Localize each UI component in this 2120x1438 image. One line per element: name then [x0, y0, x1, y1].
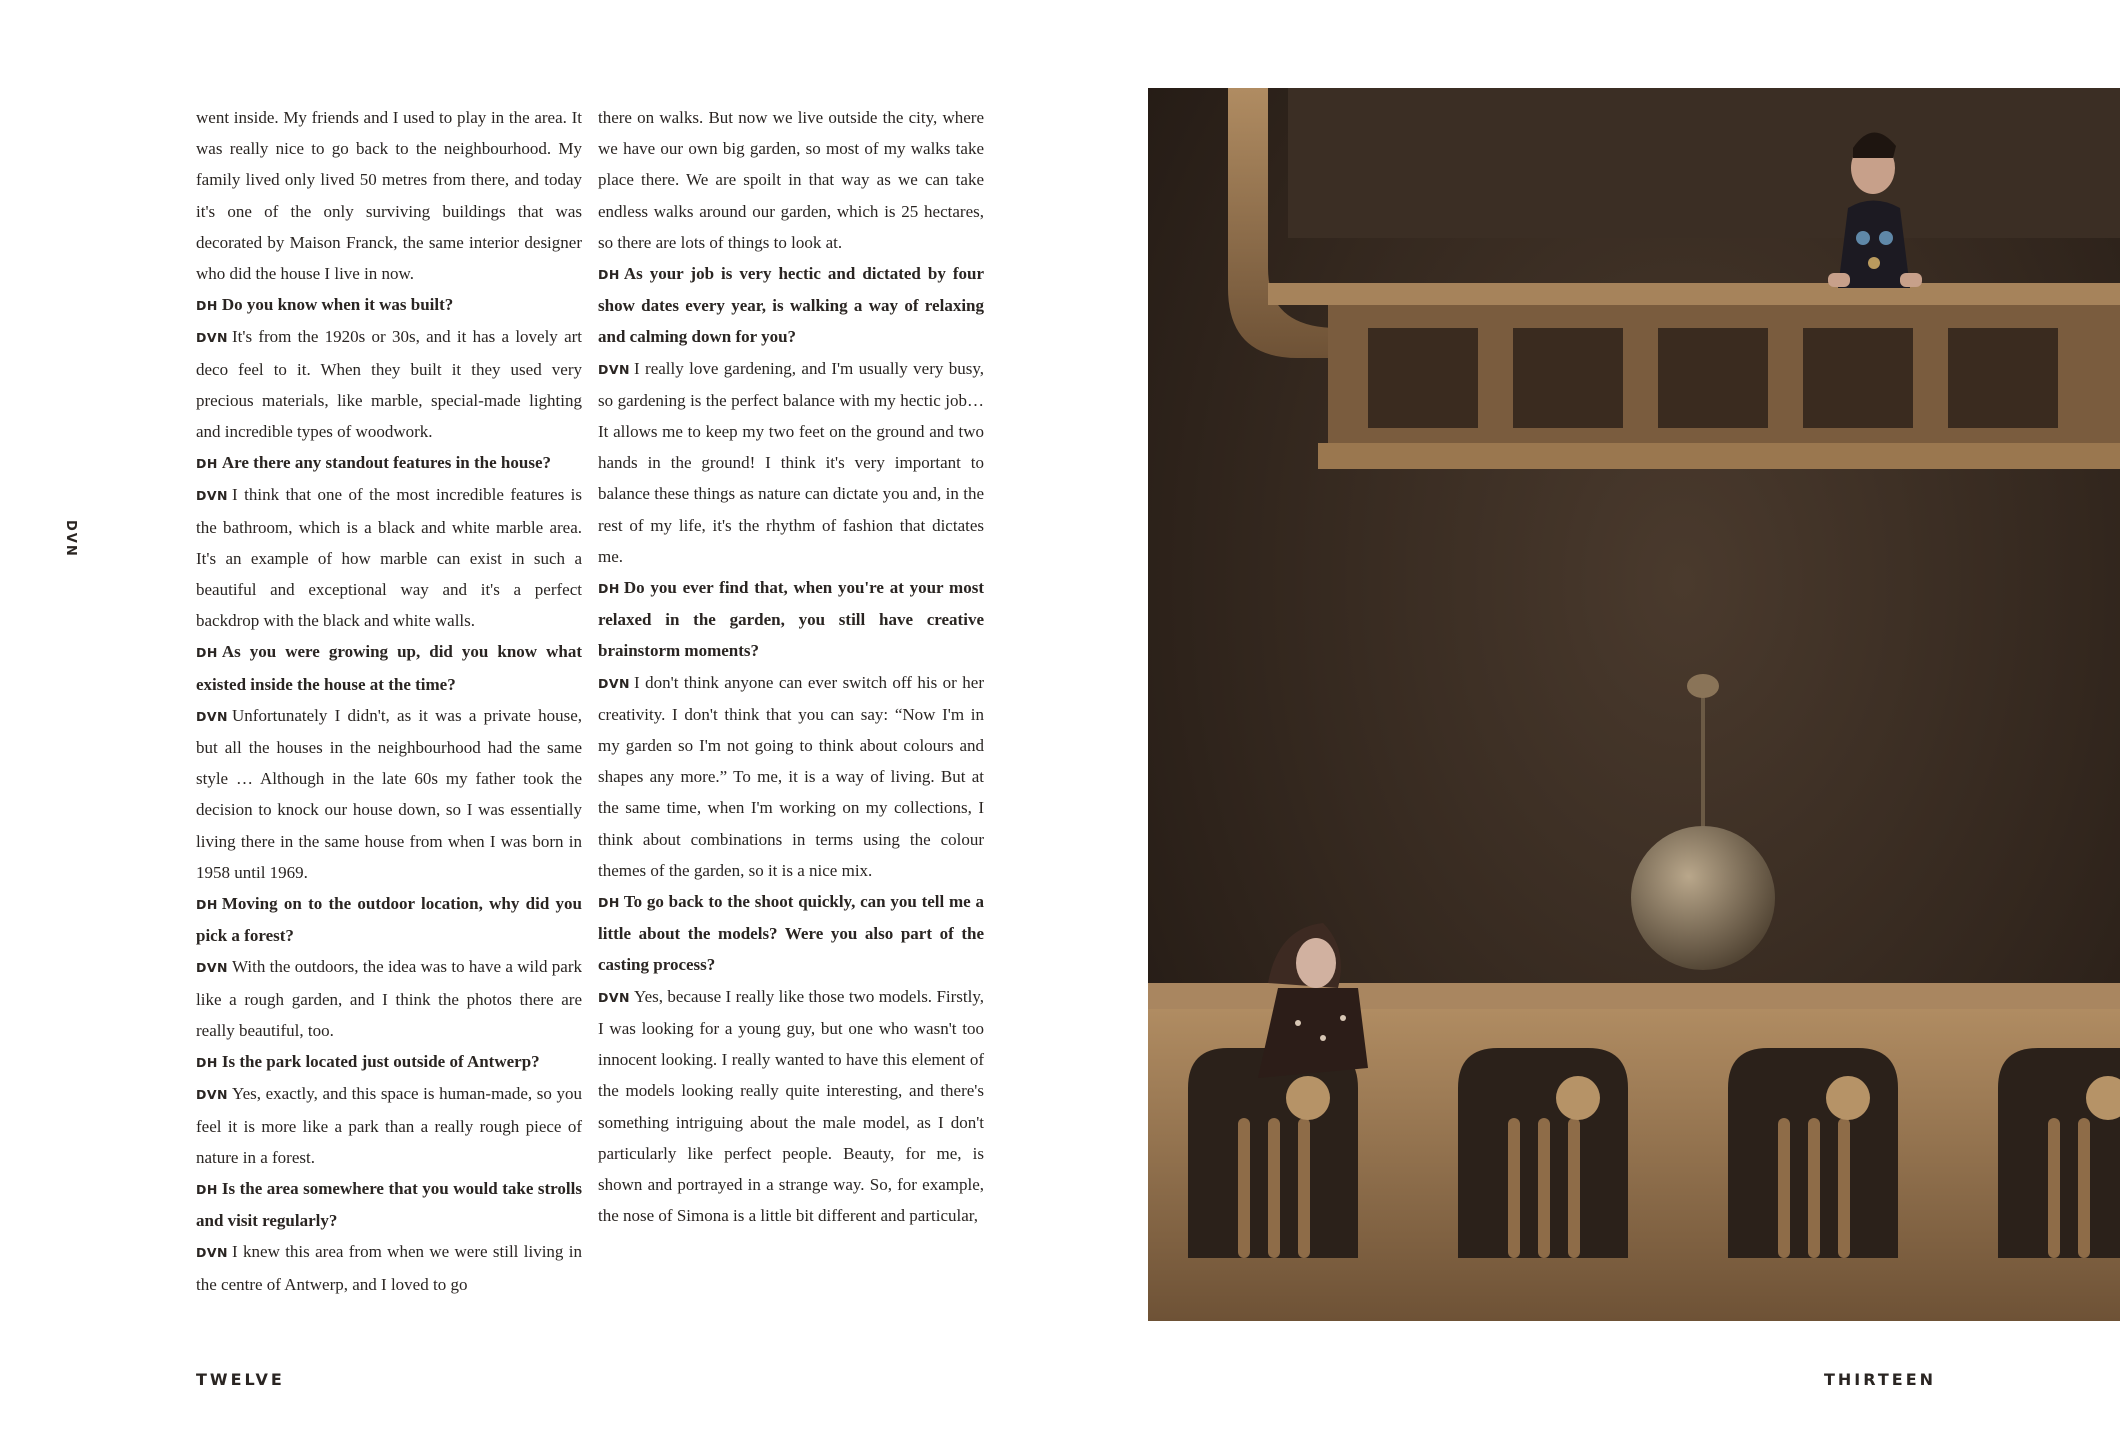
- page-number-left: TWELVE: [196, 1370, 285, 1389]
- upper-balcony-rail: [1268, 283, 2120, 305]
- interview-question: [598, 258, 984, 353]
- interview-question: [196, 1046, 582, 1078]
- speaker-label: DVN: [196, 330, 229, 346]
- page-number-right: THIRTEEN: [1824, 1370, 1937, 1389]
- paragraph-text: Moving on to the outdoor location, why did you pick a forest?: [196, 894, 582, 946]
- photo-illustration: [1148, 88, 2120, 1321]
- paragraph-text: It's from the 1920s or 30s, and it has a lovely art deco feel to it. When they built it they used very precious materials, like marble, special-made lighting and incredible types of woodwork.: [196, 327, 582, 442]
- paragraph-text: As you were growing up, did you know what existed inside the house at the time?: [196, 642, 582, 694]
- speaker-label: DH: [196, 1181, 218, 1197]
- interview-answer: [196, 479, 582, 636]
- interview-answer: [598, 981, 984, 1232]
- speaker-label: DVN: [196, 1087, 229, 1103]
- speaker-label: DH: [196, 897, 218, 913]
- editorial-photo: [1148, 88, 2120, 1321]
- interview-question: [196, 1173, 582, 1236]
- speaker-label: DVN: [598, 675, 631, 691]
- speaker-label: DVN: [196, 1245, 229, 1261]
- paragraph-text: Unfortunately I didn't, as it was a private house, but all the houses in the neighbourhood had the same style … Although in the late 60s my father took the decision to knock our house down, so I was essentially living there in the same house from when I was born in 1958 until 1969.: [196, 705, 582, 882]
- upper-ceiling: [1288, 88, 2120, 238]
- interview-answer: [196, 321, 582, 447]
- paragraph-text: I knew this area from when we were still living in the centre of Antwerp, and I loved to go: [196, 1242, 582, 1294]
- speaker-label: DH: [196, 645, 218, 661]
- paragraph-text: I think that one of the most incredible features is the bathroom, which is a black and white marble area. It's an example of how marble can exist in such a beautiful and exceptional way and it's a perfect backdrop with the black and white walls.: [196, 485, 582, 631]
- interview-answer: [196, 700, 582, 888]
- speaker-label: DH: [196, 1055, 218, 1071]
- paragraph-text: Do you ever find that, when you're at your most relaxed in the garden, you still have creative brainstorm moments?: [598, 578, 984, 661]
- speaker-label: DH: [598, 895, 620, 911]
- interview-question: [598, 886, 984, 981]
- speaker-label: DH: [598, 267, 620, 283]
- speaker-label: DVN: [598, 989, 631, 1005]
- interview-answer: [598, 667, 984, 886]
- lamp-canopy: [1687, 674, 1719, 698]
- interview-answer: [196, 1236, 582, 1299]
- paragraph-text: I really love gardening, and I'm usually very busy, so gardening is the perfect balance with my hectic job… It allows me to keep my two feet on the ground and two hands in the ground! I think it's very important to balance these things as nature can dictate you and, in the rest of my life, it's the rhythm of fashion that dictates me.: [598, 358, 984, 566]
- interview-answer: [196, 102, 582, 289]
- speaker-label: DVN: [196, 488, 229, 504]
- interview-question: [598, 572, 984, 667]
- paragraph-text: Yes, exactly, and this space is human-made, so you feel it is more like a park than a really rough piece of nature in a forest.: [196, 1084, 582, 1167]
- paragraph-text: With the outdoors, the idea was to have a wild park like a rough garden, and I think the photos there are really beautiful, too.: [196, 957, 582, 1040]
- speaker-label: DVN: [196, 960, 229, 976]
- speaker-label: DH: [196, 298, 218, 314]
- paragraph-text: Are there any standout features in the house?: [221, 453, 551, 473]
- article-column-right: [598, 102, 984, 1231]
- paragraph-text: went inside. My friends and I used to play in the area. It was really nice to go back to the neighbourhood. My family lived only lived 50 metres from there, and today it's one of the only surviving buildings that was decorated by Maison Franck, the same interior designer who did the house I live in now.: [196, 108, 582, 284]
- side-section-tab: DVN: [63, 520, 78, 558]
- paragraph-text: To go back to the shoot quickly, can you tell me a little about the models? Were you also part of the casting process?: [598, 892, 984, 975]
- interview-question: [196, 636, 582, 699]
- interview-answer: [598, 353, 984, 572]
- upper-balcony-ledge: [1318, 443, 2120, 469]
- paragraph-text: As your job is very hectic and dictated by four show dates every year, is walking a way of relaxing and calming down for you?: [598, 264, 984, 347]
- interview-question: [196, 888, 582, 951]
- speaker-label: DH: [598, 581, 620, 597]
- interview-answer: [598, 102, 984, 258]
- interview-question: [196, 289, 582, 321]
- speaker-label: DVN: [196, 708, 229, 724]
- speaker-label: DVN: [598, 361, 631, 377]
- paragraph-text: Is the area somewhere that you would take strolls and visit regularly?: [196, 1178, 582, 1231]
- globe-lamp-icon: [1631, 826, 1775, 970]
- article-column-left: [196, 102, 582, 1300]
- paragraph-text: Is the park located just outside of Antwerp?: [221, 1052, 540, 1072]
- interview-question: [196, 447, 582, 479]
- interview-answer: [196, 951, 582, 1046]
- paragraph-text: Do you know when it was built?: [221, 295, 454, 315]
- paragraph-text: Yes, because I really like those two models. Firstly, I was looking for a young guy, but one who wasn't too innocent looking. I really wanted to have this element of the models looking really quite interesting, and there's something intriguing about the male model, as I don't particularly like perfect people. Beauty, for me, is shown and portrayed in a strange way. So, for example, the nose of Simona is a little bit different and particular,: [598, 986, 984, 1226]
- upper-balusters: [1368, 328, 2058, 428]
- speaker-label: DH: [196, 456, 218, 472]
- interview-answer: [196, 1078, 582, 1173]
- paragraph-text: I don't think anyone can ever switch off his or her creativity. I don't think that you can say: “Now I'm in my garden so I'm not going to think about colours and shapes any more.” To me, it is a way of living. But at the same time, when I'm working on my collections, I think about combinations in terms using the colour themes of the garden, so it is a nice mix.: [598, 672, 984, 880]
- paragraph-text: there on walks. But now we live outside the city, where we have our own big garden, so most of my walks take place there. We are spoilt in that way as we can take endless walks around our garden, which is 25 hectares, so there are lots of things to look at.: [598, 108, 984, 252]
